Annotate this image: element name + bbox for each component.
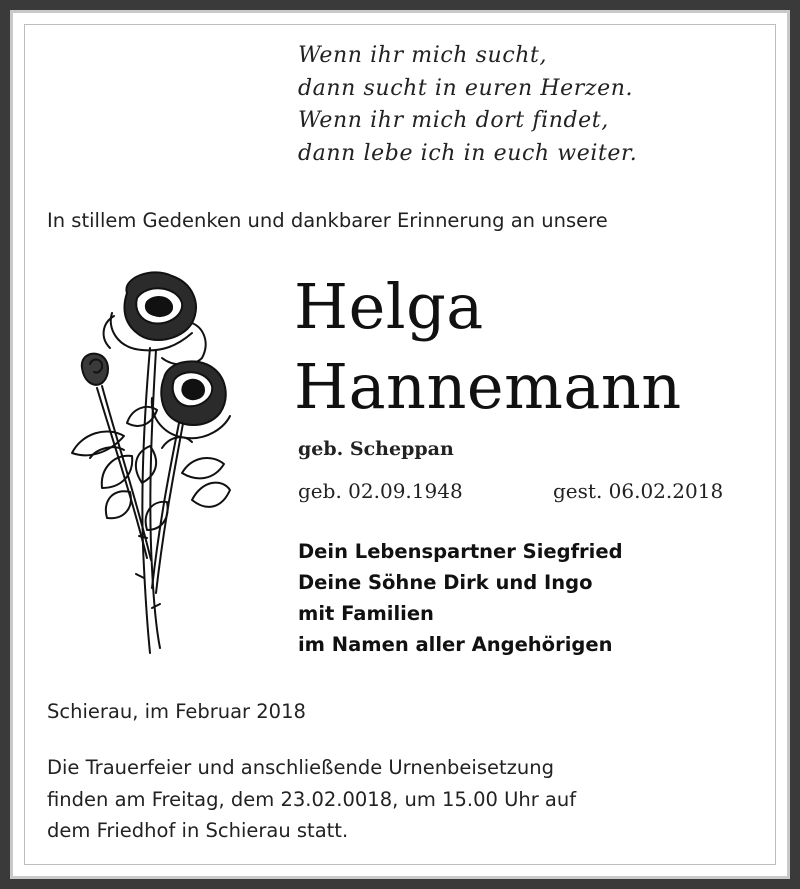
first-name: Helga bbox=[294, 270, 484, 343]
mourner-line: im Namen aller Angehörigen bbox=[298, 633, 613, 656]
maiden-name: geb. Scheppan bbox=[298, 438, 454, 460]
poem-line: dann sucht in euren Herzen. bbox=[298, 75, 634, 101]
intro-text: In stillem Gedenken und dankbarer Erinnerung an unsere bbox=[47, 209, 608, 232]
service-line: Die Trauerfeier und anschließende Urnenbeisetzung bbox=[47, 756, 554, 779]
place-date: Schierau, im Februar 2018 bbox=[47, 700, 306, 723]
service-info bbox=[47, 752, 576, 847]
rose-icon bbox=[52, 268, 242, 658]
death-date: gest. 06.02.2018 bbox=[553, 479, 724, 503]
poem-line: Wenn ihr mich dort findet, bbox=[298, 108, 609, 133]
mourner-line: mit Familien bbox=[298, 602, 434, 625]
birth-date: geb. 02.09.1948 bbox=[298, 479, 463, 503]
poem-line: dann lebe ich in euch weiter. bbox=[298, 140, 638, 166]
mourner-line: Dein Lebenspartner Siegfried bbox=[298, 540, 623, 563]
poem-line: Wenn ihr mich sucht, bbox=[298, 43, 548, 68]
poem bbox=[298, 40, 637, 170]
mourner-line: Deine Söhne Dirk und Ingo bbox=[298, 571, 593, 594]
last-name: Hannemann bbox=[294, 350, 682, 423]
service-line: finden am Freitag, dem 23.02.0018, um 15.00 Uhr auf bbox=[47, 787, 577, 811]
service-line: dem Friedhof in Schierau statt. bbox=[47, 819, 349, 842]
mourners-list bbox=[298, 536, 623, 660]
